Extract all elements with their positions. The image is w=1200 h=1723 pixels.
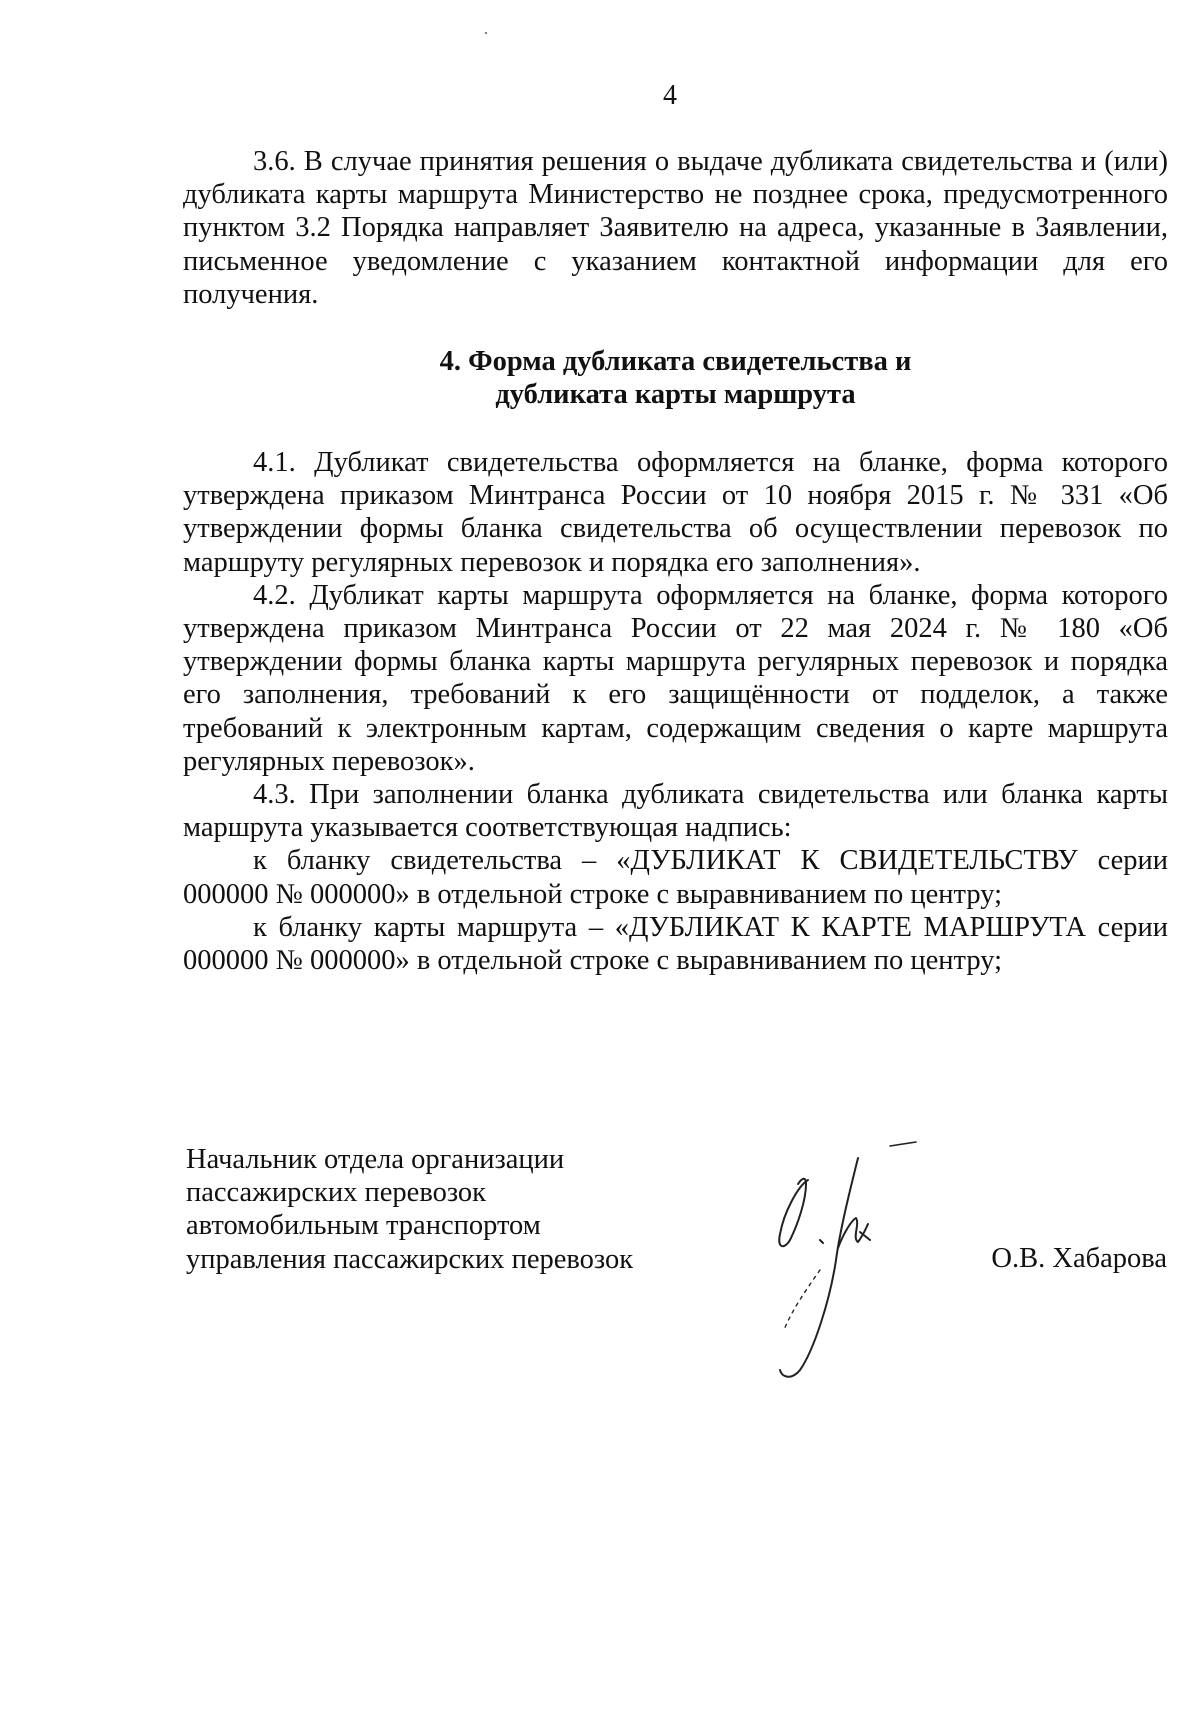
- section-heading-line2: дубликата карты маршрута: [495, 379, 856, 411]
- paragraph-4-2: 4.2. Дубликат карты маршрута оформляется на бланке, форма которого утверждена приказом Минтранса России от 22 мая 2024 г. № 180 «Об утверждении формы бланка карты маршрута регулярных перевозок и порядка его заполнения, требований к его защищённости от подделок, а также требований к электронным картам, содержащим сведения о карте маршрута регулярных перевозок».: [183, 579, 1168, 777]
- section-4-body: [183, 446, 1168, 977]
- signatory-title-line2: пассажирских перевозок: [186, 1177, 487, 1209]
- signatory-title-line3: автомобильным транспортом: [186, 1210, 541, 1242]
- paragraph-3-6: 3.6. В случае принятия решения о выдаче дубликата свидетельства и (или) дубликата карты маршрута Министерство не позднее срока, предусмотренного пунктом 3.2 Порядка направляет Заявителю на адреса, указанные в Заявлении, письменное уведомление с указанием контактной информации для его получения.: [183, 146, 1168, 310]
- page-number: 4: [663, 80, 677, 111]
- signatory-title-line4: управления пассажирских перевозок: [186, 1243, 634, 1275]
- signatory-name: О.В. Хабарова: [991, 1243, 1167, 1274]
- signatory-title-line1: Начальник отдела организации: [186, 1144, 565, 1175]
- paragraph-4-1: 4.1. Дубликат свидетельства оформляется на бланке, форма которого утверждена приказом Минтранса России от 10 ноября 2015 г. № 331 «Об утверждении формы бланка свидетельства об осуществлении перевозок по маршруту регулярных перевозок и порядка его заполнения».: [183, 447, 1168, 578]
- section-heading-line1: 4. Форма дубликата свидетельства и: [439, 346, 912, 377]
- signatory-title: [186, 1143, 633, 1276]
- item-certificate: к бланку свидетельства – «ДУБЛИКАТ К СВИДЕТЕЛЬСТВУ серии 000000 № 000000» в отдельной строке с выравниванием по центру;: [183, 845, 1168, 910]
- handwritten-signature: [740, 1120, 940, 1390]
- paragraph-4-3: 4.3. При заполнении бланка дубликата свидетельства или бланка карты маршрута указывается соответствующая надпись:: [183, 779, 1168, 844]
- paragraph-3-6-block: [183, 145, 1168, 311]
- item-route-card: к бланку карты маршрута – «ДУБЛИКАТ К КАРТЕ МАРШРУТА серии 000000 № 000000» в отдельной строке с выравниванием по центру;: [183, 911, 1168, 977]
- section-heading: [183, 345, 1168, 411]
- scan-speck: [485, 32, 487, 34]
